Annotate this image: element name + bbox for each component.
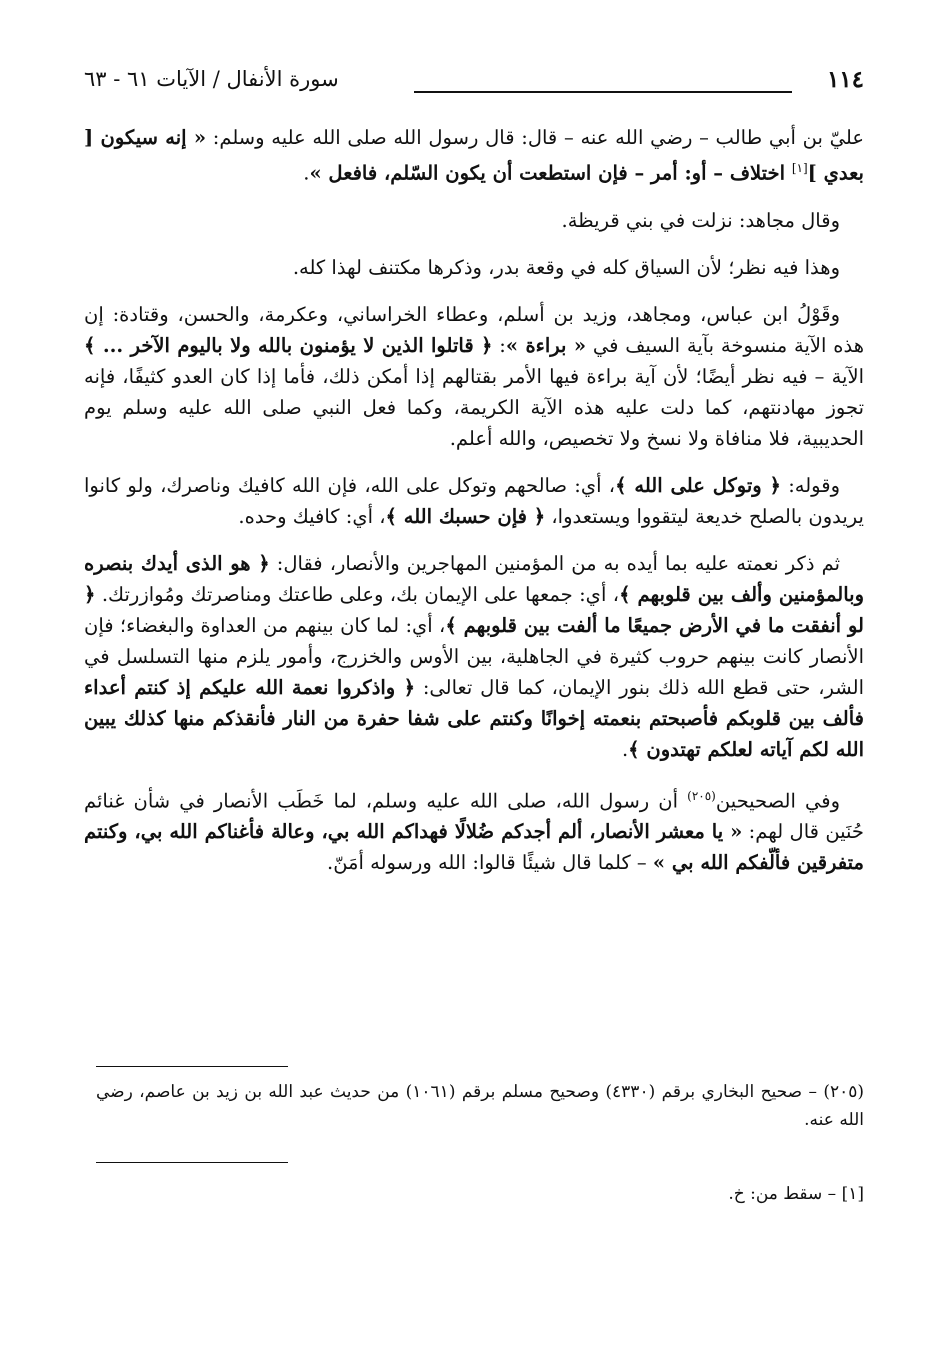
text-segment: وفي الصحيحين [715, 789, 840, 812]
footnote-205: (٢٠٥) – صحيح البخاري برقم (٤٣٣٠) وصحيح مسلم برقم (١٠٦١) من حديث عبد الله بن زيد بن عاصم، رضي الله عنه. [96, 1082, 864, 1130]
text-segment: عليّ بن أبي طالب – رضي الله عنه – قال: قال رسول الله صلى الله عليه وسلم: [206, 126, 864, 149]
text-segment: وقَوْلُ ابن عباس، ومجاهد، وزيد بن أسلم، وعطاء الخراساني، وعكرمة، والحسن، وقتادة: إن هذه الآية منسوخة بآية السيف في [84, 302, 864, 357]
text-segment: وهذا فيه نظر؛ لأن السياق كله في وقعة بدر، وذكرها مكتنف لهذا كله. [292, 255, 840, 279]
page-number: ١١٤ [826, 65, 864, 93]
quoted-text: اختلاف – أو: أمر – فإن استطعت أن يكون السّلم، فافعل » [309, 161, 792, 185]
paragraph-4 [84, 299, 864, 454]
text-segment: : [492, 333, 506, 357]
footnote-marker: (٢٠٥) [687, 788, 716, 803]
text-segment: وقوله: [780, 473, 840, 497]
main-text [84, 122, 864, 894]
header-title: سورة الأنفال / الآيات ٦١ - ٦٣ [84, 67, 339, 91]
text-segment: ثم ذكر نعمته عليه بما أيده به من المؤمنين المهاجرين والأنصار، فقال: [269, 551, 840, 575]
footnote-marker: [١] [791, 161, 808, 175]
quoted-text: ﴿ هو الذى أيدك بنصره وبالمؤمنين وألف بين قلوبهم ﴾ [84, 551, 865, 606]
quoted-text: ﴿ قاتلوا الذين لا يؤمنون بالله ولا باليوم الآخر ... ﴾ [84, 333, 493, 357]
text-segment: الآية – فيه نظر أيضًا؛ لأن آية براءة فيها الأمر بقتالهم إذا أمكن ذلك، فأما إذا كان العدو كثيفًا، فإنه تجوز مهادنتهم، كما دلت عليه هذه الآية الكريمة، وكما فعل النبي صلى الله عليه وسلم يوم الحديبية، فلا منافاة ولا نسخ ولا تخصيص، والله أعلم. [84, 364, 864, 450]
text-segment: ، أي: جمعها على الإيمان بك، وعلى طاعتك ومناصرتك ومُوازرتك. [95, 582, 620, 606]
text-segment: . [621, 737, 629, 761]
text-segment: وقال مجاهد: نزلت في بني قريظة. [561, 208, 840, 232]
quoted-text: ﴿ واذكروا نعمة الله عليكم إذ كنتم أعداء فألف بين قلوبكم فأصبحتم بنعمته إخوانًا وكنتم على شفا حفرة من النار فأنقذكم منها كذلك يبين الله لكم آياته لعلكم تهتدون ﴾ [84, 675, 864, 761]
quoted-text: « يا معشر الأنصار، ألم أجدكم ضُلالًا فهداكم الله بي، وعالة فأغناكم الله بي، وكنتم متفرقين فألّفكم الله بي » [84, 820, 864, 874]
text-segment: – كلما قال شيئًا قالوا: الله ورسوله أمَنّ. [327, 851, 653, 874]
quoted-text: ﴿ وتوكل على الله ﴾ [615, 473, 781, 497]
text-segment: ، أي: لما كان بينهم من العداوة والبغضاء؛ فإن الأنصار كانت بينهم حروب كثيرة في الجاهلية، بين الأوس والخزرج، وأمور يلزم منها التسلسل في الشر، حتى قطع الله ذلك بنور الإيمان، كما قال تعالى: [84, 613, 864, 699]
quoted-text: ﴿ فإن حسبك الله ﴾ [385, 504, 546, 528]
paragraph-1 [84, 122, 864, 189]
paragraph-3 [84, 252, 864, 283]
footnote-rule-2 [96, 1162, 288, 1163]
text-segment: . [303, 161, 310, 185]
paragraph-7 [84, 781, 864, 879]
text-segment: ، أي: كافيك وحده. [238, 504, 386, 528]
footnote-1: [١] – سقط من: خ. [728, 1184, 864, 1204]
quoted-text: « إنه سيكون [ بعدي ] [84, 126, 864, 185]
page-header [84, 62, 864, 96]
paragraph-5 [84, 470, 864, 532]
paragraph-2 [84, 205, 864, 236]
quoted-text: ﴿ لو أنفقت ما في الأرض جميعًا ما ألفت بين قلوبهم ﴾ [84, 582, 864, 637]
text-segment: ، أي: صالحهم وتوكل على الله، فإن الله كافيك وناصرك، ولو كانوا يريدون بالصلح خديعة ليتقووا ويستعدوا، [84, 473, 864, 528]
quoted-text: « براءة » [505, 333, 587, 357]
text-segment: أن رسول الله، صلى الله عليه وسلم، لما خَطَب الأنصار في شأن غنائم حُنَين قال لهم: [84, 789, 864, 843]
header-rule [414, 91, 792, 93]
footnote-rule [96, 1066, 288, 1067]
paragraph-6 [84, 548, 864, 765]
